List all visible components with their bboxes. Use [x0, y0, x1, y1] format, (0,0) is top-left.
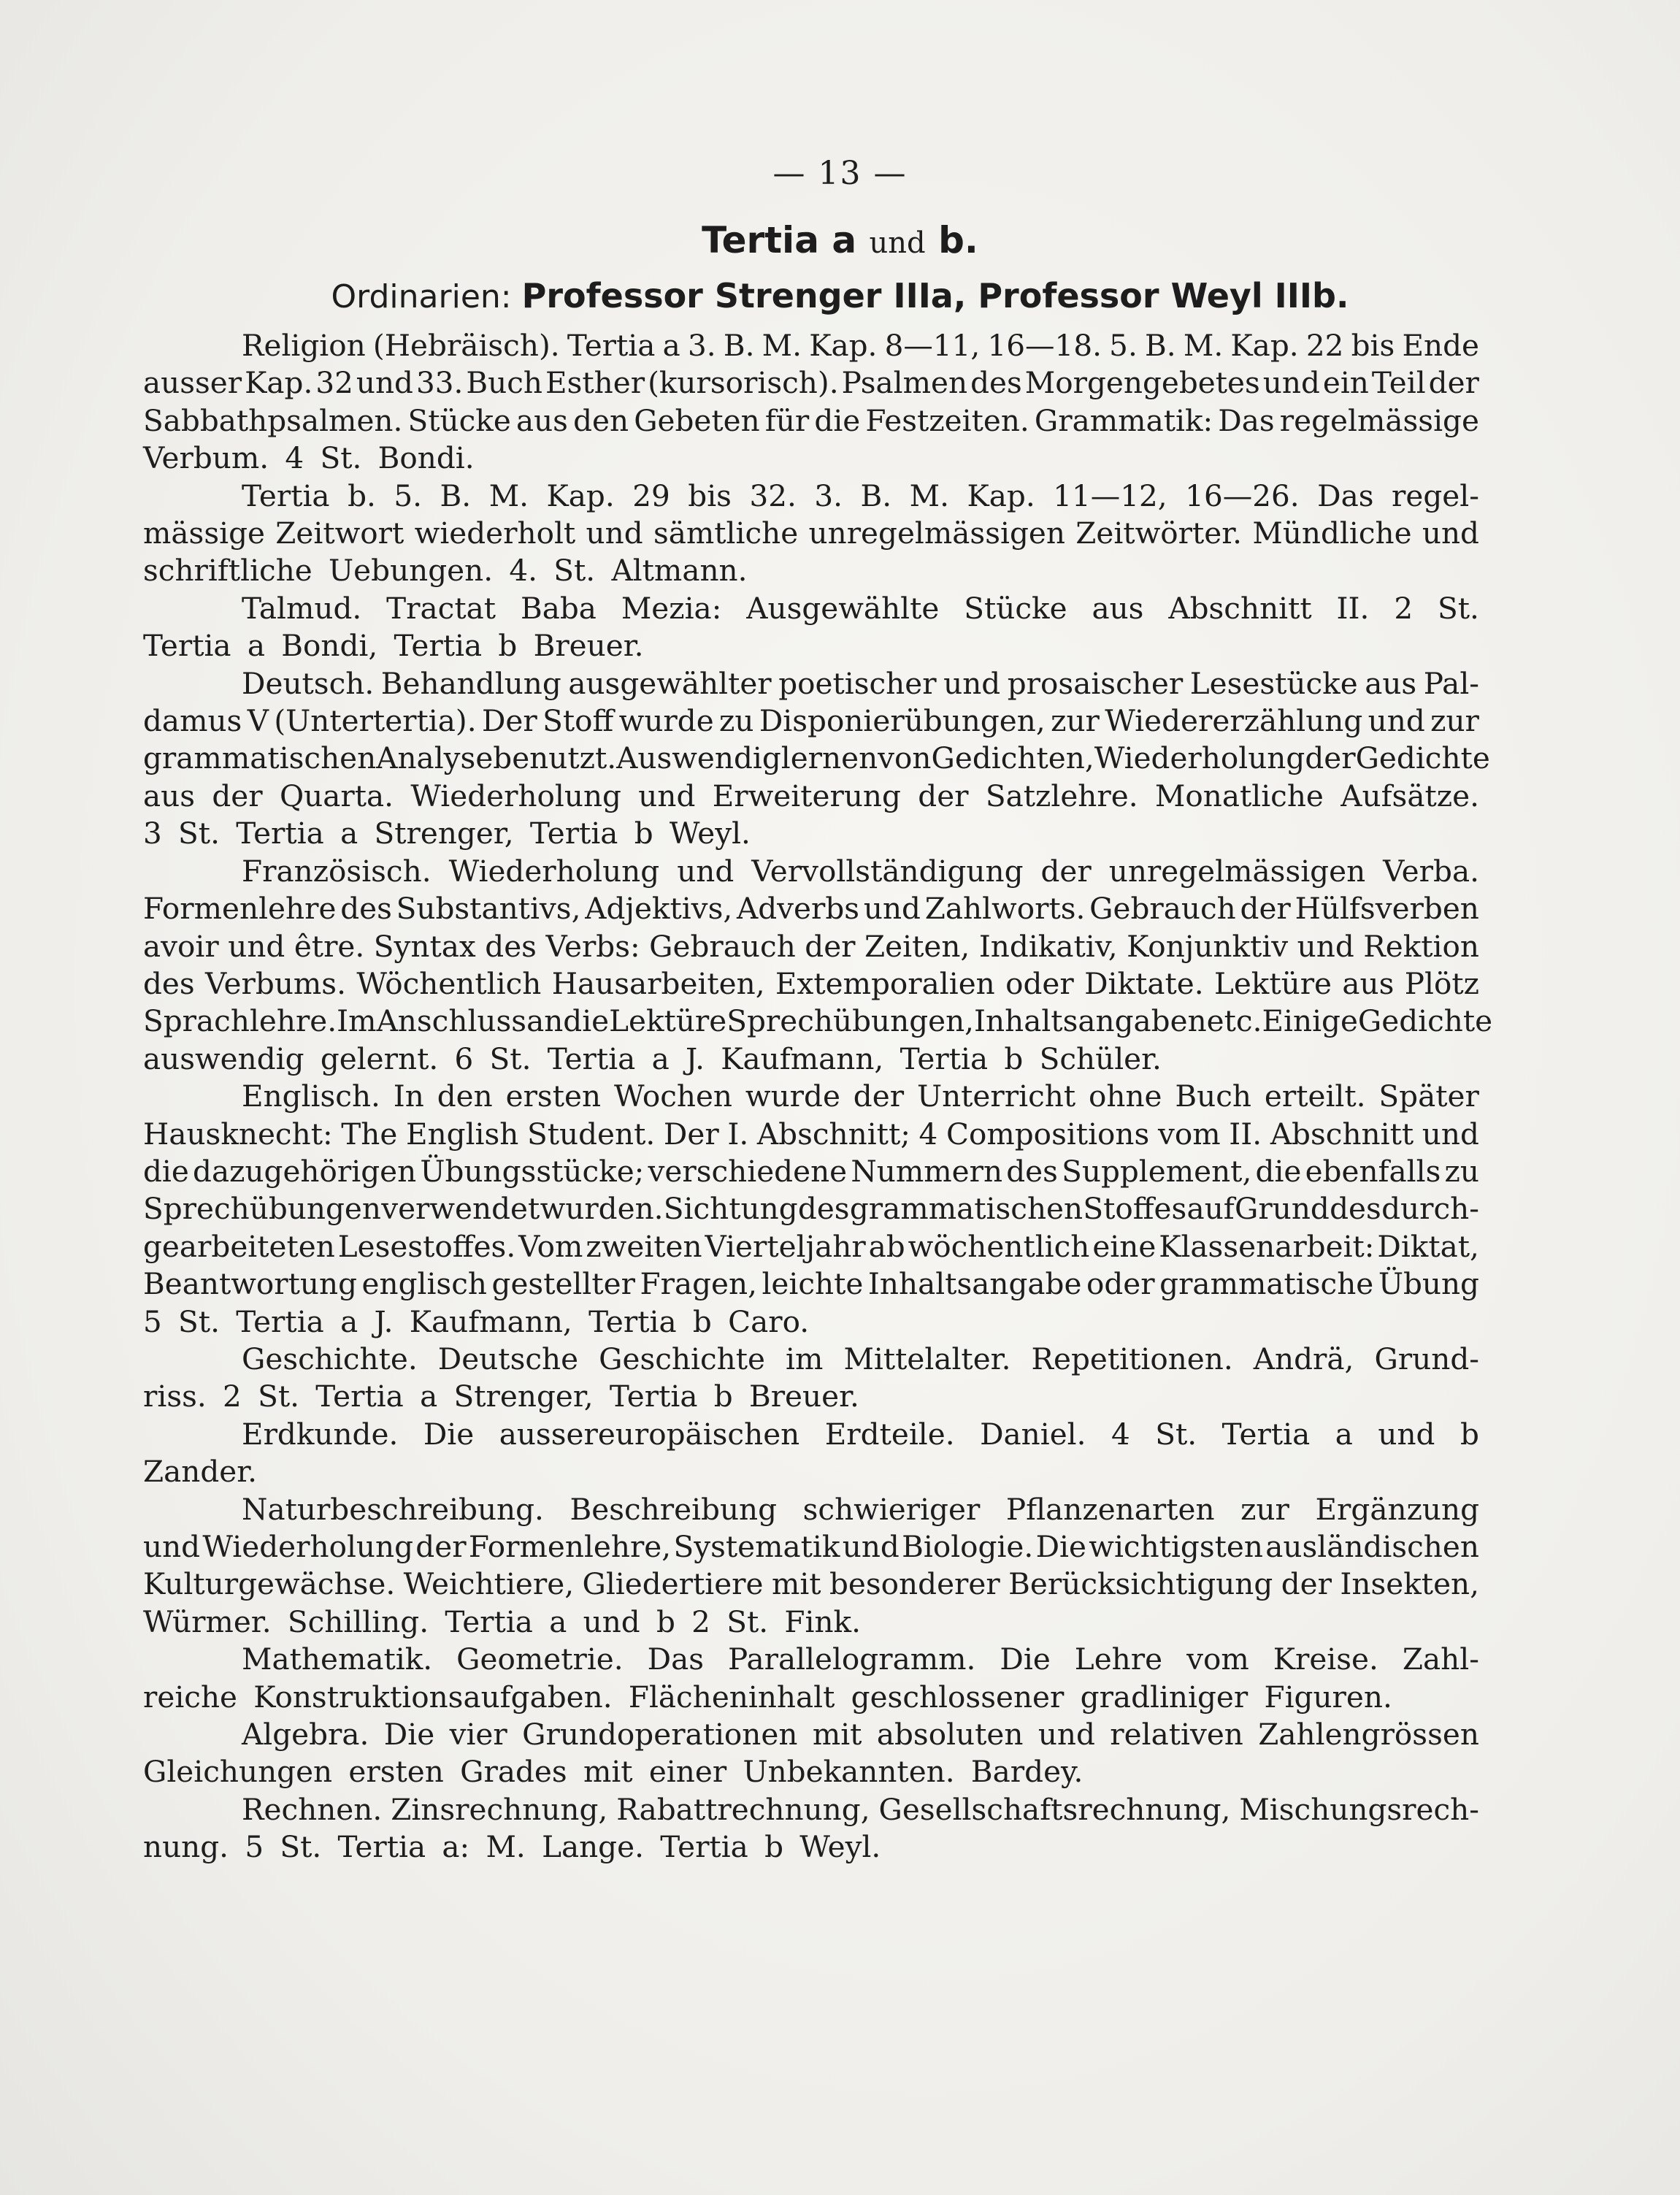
text-line: des Verbums. Wöchentlich Hausarbeiten, Extemporalien oder Diktate. Lektüre aus Plötz [143, 965, 1479, 1001]
section-title [0, 219, 1680, 261]
text-line: schriftliche Uebungen. 4. St. Altmann. [143, 553, 748, 589]
ordinarien-names: Professor Strenger IIIa, Professor Weyl IIIb. [521, 276, 1349, 315]
text-line: Verbum. 4 St. Bondi. [143, 440, 475, 476]
text-line: ausser Kap. 32 und 33. Buch Esther (kursorisch). Psalmen des Morgengebetes und ein Teil der [143, 365, 1479, 401]
text-line: Sabbathpsalmen. Stücke aus den Gebeten für die Festzeiten. Grammatik: Das regelmässige [143, 402, 1479, 438]
title-conjunction: und [869, 226, 926, 260]
text-line: Tertia b. 5. B. M. Kap. 29 bis 32. 3. B. M. Kap. 11—12, 16—26. Das regel- [242, 478, 1479, 513]
text-line: die dazugehörigen Übungsstücke; verschiedene Nummern des Supplement, die ebenfalls zu [143, 1153, 1479, 1189]
text-line: grammatischen Analyse benutzt. Auswendiglernen von Gedichten, Wiederholung der Gedichte [143, 740, 1490, 776]
text-line: gearbeiteten Lesestoffes. Vom zweiten Vierteljahr ab wöchentlich eine Klassenarbeit: Diktat, [143, 1228, 1479, 1264]
ordinarien-line [0, 276, 1680, 315]
text-line: Englisch. In den ersten Wochen wurde der Unterricht ohne Buch erteilt. Später [242, 1079, 1479, 1114]
text-line: Sprechübungen verwendet wurden. Sichtung des grammatischen Stoffes auf Grund des durch- [143, 1191, 1479, 1227]
text-line: 5 St. Tertia a J. Kaufmann, Tertia b Caro. [143, 1303, 810, 1339]
text-line: Geschichte. Deutsche Geschichte im Mittelalter. Repetitionen. Andrä, Grund- [242, 1341, 1479, 1376]
text-line: Beantwortung englisch gestellter Fragen, leichte Inhaltsangabe oder grammatische Übung [143, 1266, 1479, 1302]
text-line: Talmud. Tractat Baba Mezia: Ausgewählte Stücke aus Abschnitt II. 2 St. [242, 590, 1479, 626]
page-number: — 13 — [772, 155, 908, 192]
text-line: Deutsch. Behandlung ausgewählter poetischer und prosaischer Lesestücke aus Pal- [242, 665, 1479, 701]
text-line: damus V (Untertertia). Der Stoff wurde zu Disponierübungen, zur Wiedererzählung und zur [143, 703, 1479, 739]
text-line: Zander. [143, 1454, 258, 1490]
title-b: b. [938, 219, 978, 261]
text-line: Erdkunde. Die aussereuropäischen Erdteile. Daniel. 4 St. Tertia a und b [242, 1416, 1479, 1452]
text-line: Tertia a Bondi, Tertia b Breuer. [143, 628, 644, 664]
text-line: nung. 5 St. Tertia a: M. Lange. Tertia b Weyl. [143, 1829, 881, 1865]
text-line: reiche Konstruktionsaufgaben. Flächeninhalt geschlossener gradliniger Figuren. [143, 1679, 1392, 1715]
text-line: 3 St. Tertia a Strenger, Tertia b Weyl. [143, 816, 751, 851]
text-line: avoir und être. Syntax des Verbs: Gebrauch der Zeiten, Indikativ, Konjunktiv und Rektion [143, 928, 1479, 964]
text-line: Hausknecht: The English Student. Der I. Abschnitt; 4 Compositions vom II. Abschnitt und [143, 1116, 1479, 1152]
text-line: Religion (Hebräisch). Tertia a 3. B. M. Kap. 8—11, 16—18. 5. B. M. Kap. 22 bis Ende [242, 328, 1479, 363]
text-line: Rechnen. Zinsrechnung, Rabattrechnung, Gesellschaftsrechnung, Mischungsrech- [242, 1791, 1479, 1827]
text-line: Französisch. Wiederholung und Vervollständigung der unregelmässigen Verba. [242, 853, 1479, 889]
text-line: Sprachlehre. Im Anschluss an die Lektüre Sprechübungen, Inhaltsangaben etc. Einige Gedichte [143, 1003, 1493, 1039]
text-line: aus der Quarta. Wiederholung und Erweiterung der Satzlehre. Monatliche Aufsätze. [143, 778, 1479, 813]
text-line: riss. 2 St. Tertia a Strenger, Tertia b Breuer. [143, 1379, 859, 1414]
text-line: Algebra. Die vier Grundoperationen mit absoluten und relativen Zahlengrössen [242, 1717, 1479, 1752]
ordinarien-label: Ordinarien: [331, 278, 512, 315]
text-line: Naturbeschreibung. Beschreibung schwieriger Pflanzenarten zur Ergänzung [242, 1491, 1479, 1527]
body-text [143, 327, 1493, 1866]
title-main: Tertia a [702, 219, 857, 261]
text-line: Mathematik. Geometrie. Das Parallelogramm. Die Lehre vom Kreise. Zahl- [242, 1642, 1479, 1677]
text-line: Formenlehre des Substantivs, Adjektivs, Adverbs und Zahlworts. Gebrauch der Hülfsverben [143, 891, 1479, 927]
text-line: Kulturgewächse. Weichtiere, Gliedertiere mit besonderer Berücksichtigung der Insekten, [143, 1566, 1479, 1602]
text-line: auswendig gelernt. 6 St. Tertia a J. Kaufmann, Tertia b Schüler. [143, 1041, 1162, 1076]
text-line: Gleichungen ersten Grades mit einer Unbekannten. Bardey. [143, 1754, 1083, 1790]
text-line: Würmer. Schilling. Tertia a und b 2 St. Fink. [143, 1604, 861, 1639]
text-line: und Wiederholung der Formenlehre, Systematik und Biologie. Die wichtigsten ausländischen [143, 1529, 1479, 1564]
text-line: mässige Zeitwort wiederholt und sämtliche unregelmässigen Zeitwörter. Mündliche und [143, 516, 1479, 551]
